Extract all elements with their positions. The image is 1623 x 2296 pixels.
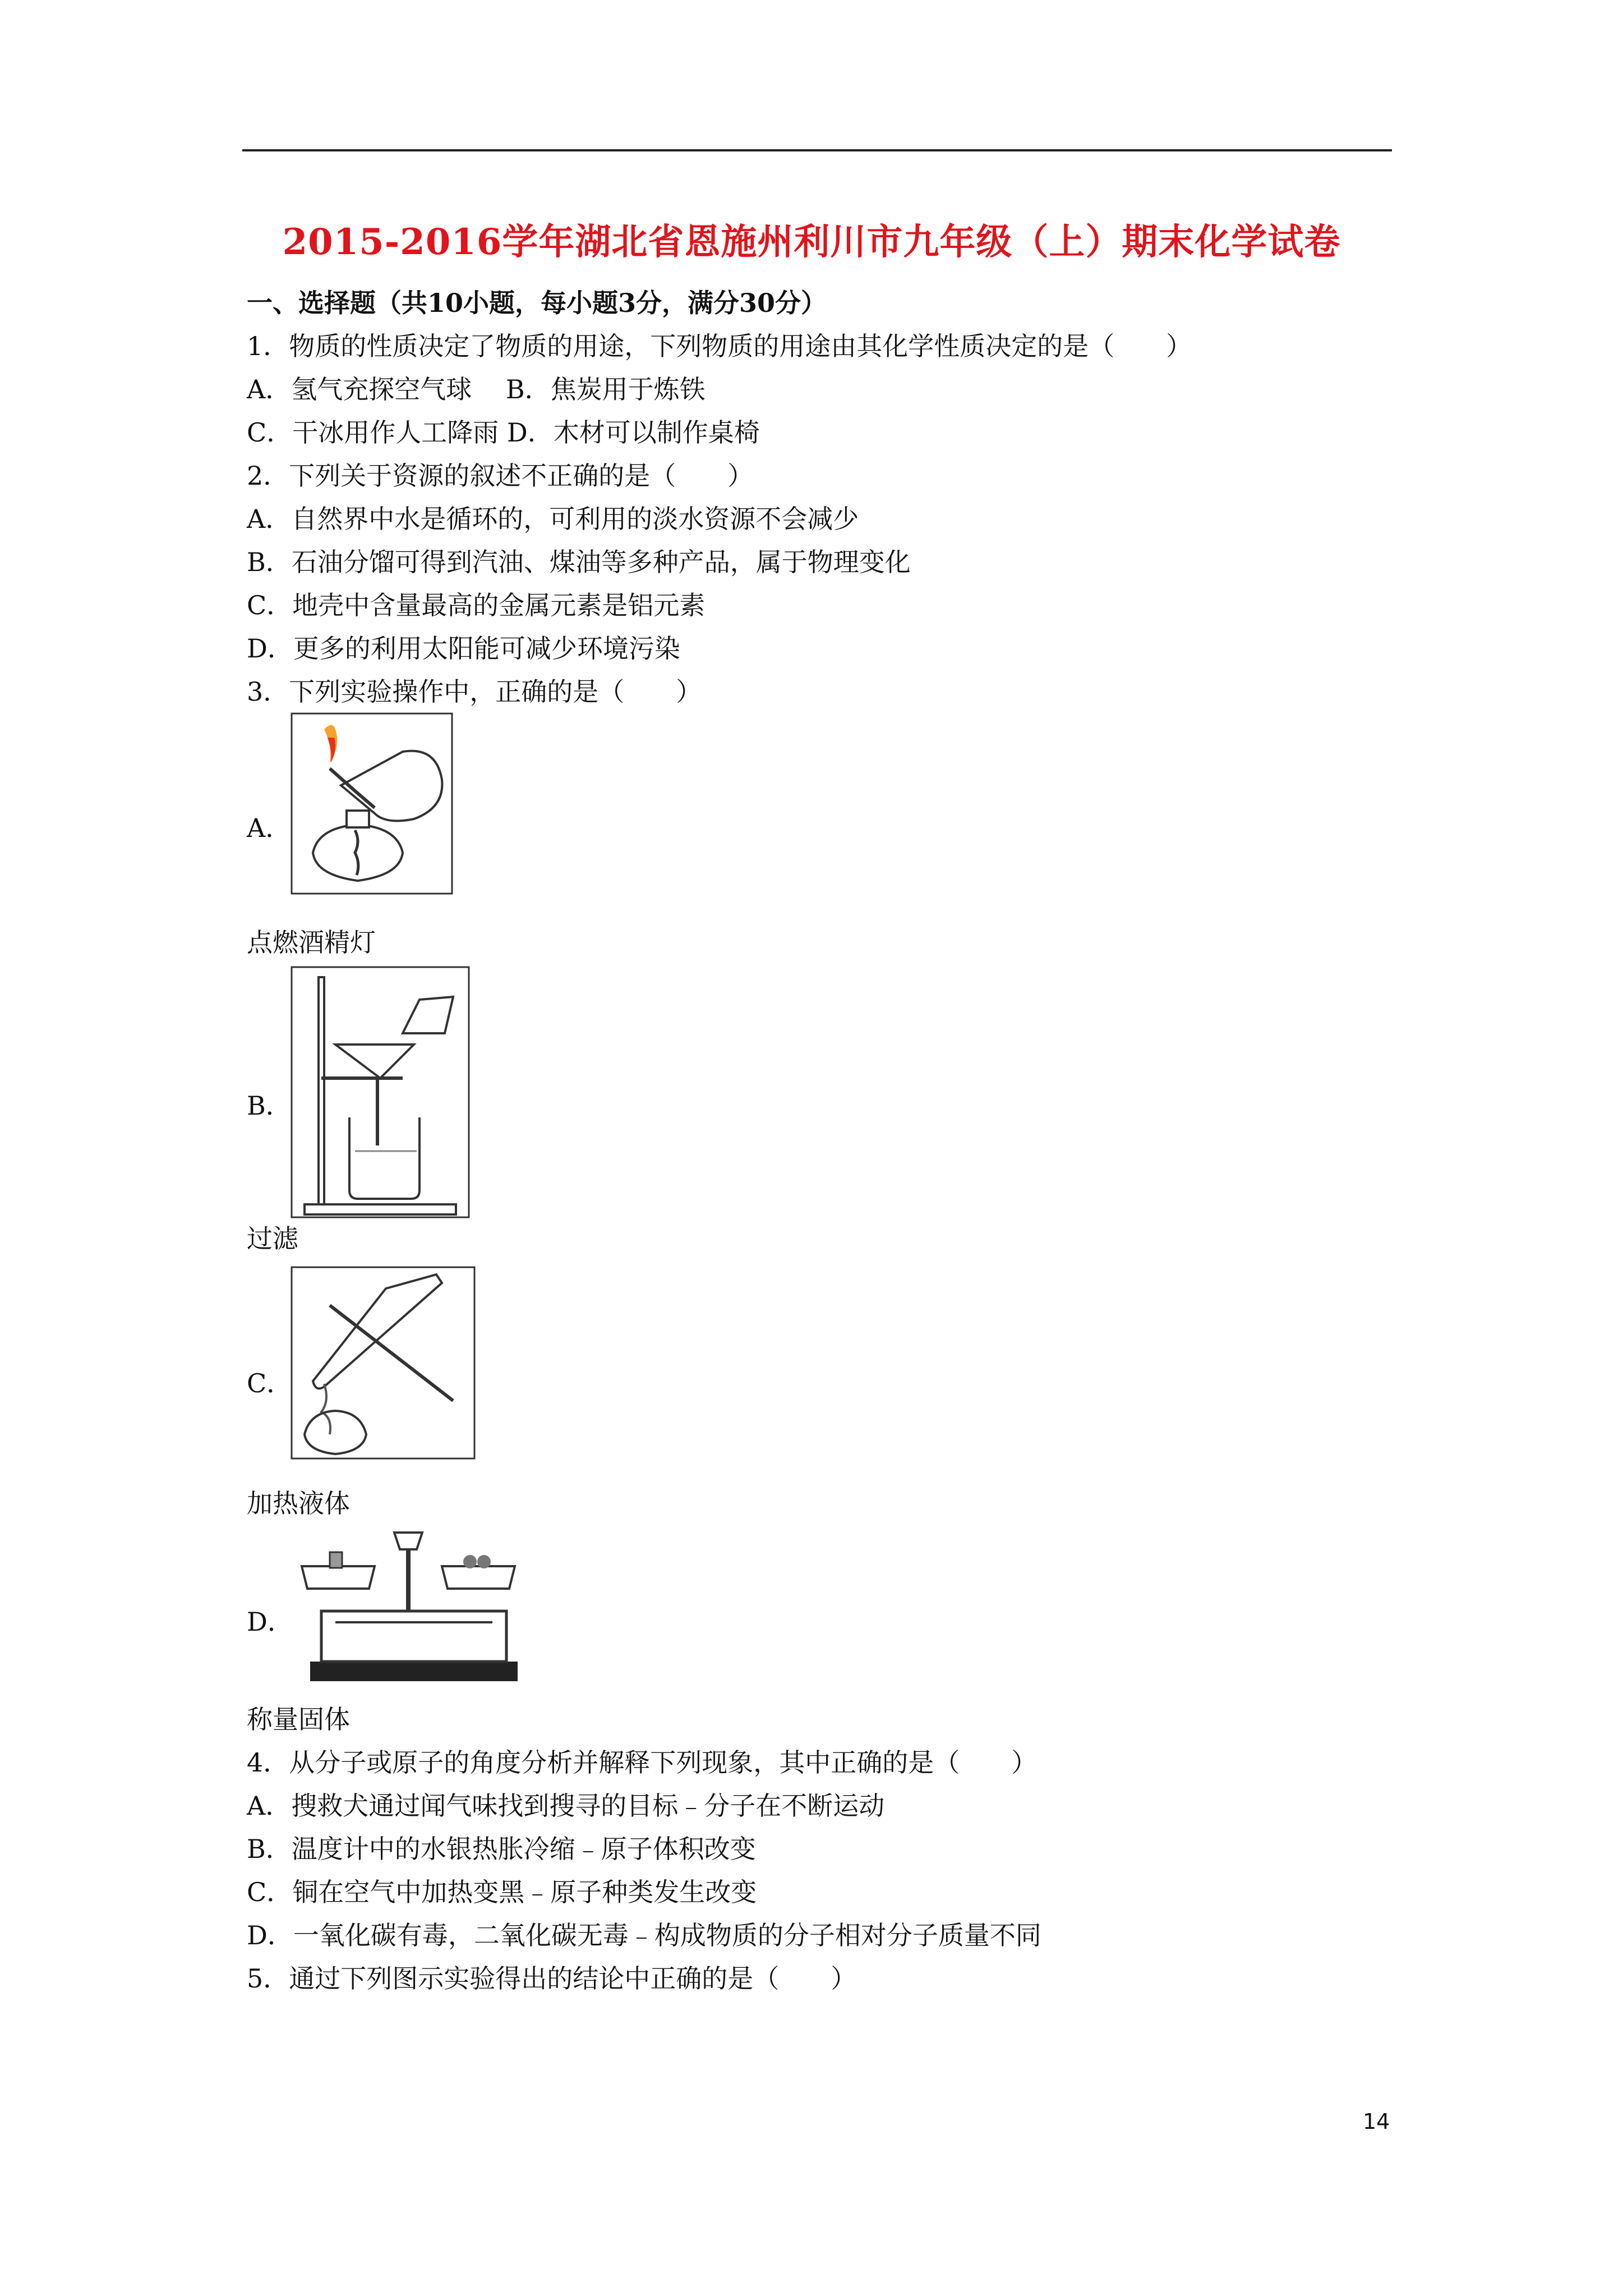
- question-2-option-c: C．地壳中含量最高的金属元素是铝元素: [247, 590, 706, 620]
- option-d-caption: 称量固体: [247, 1704, 350, 1734]
- question-2-option-b: B．石油分馏可得到汽油、煤油等多种产品，属于物理变化: [247, 547, 911, 577]
- question-2-option-a: A．自然界中水是循环的，可利用的淡水资源不会减少: [247, 504, 859, 534]
- lighting-alcohol-lamp-figure: [291, 712, 453, 895]
- section-heading: 一、选择题（共10小题，每小题3分，满分30分）: [247, 288, 827, 318]
- question-1-options-ab: A．氢气充探空气球 B．焦炭用于炼铁: [247, 374, 706, 404]
- question-4-stem: 4．从分子或原子的角度分析并解释下列现象，其中正确的是（ ）: [247, 1747, 1038, 1778]
- question-4-option-c: C．铜在空气中加热变黑﹣原子种类发生改变: [247, 1877, 757, 1907]
- option-a-caption: 点燃酒精灯: [247, 927, 376, 958]
- question-5-stem: 5．通过下列图示实验得出的结论中正确的是（ ）: [247, 1963, 857, 1994]
- heating-liquid-figure: [291, 1266, 476, 1460]
- question-4-option-a: A．搜救犬通过闻气味找到搜寻的目标﹣分子在不断运动: [247, 1791, 885, 1821]
- question-2-option-d: D．更多的利用太阳能可减少环境污染: [247, 633, 680, 664]
- question-3-stem: 3．下列实验操作中，正确的是（ ）: [247, 677, 702, 707]
- question-1-stem: 1．物质的性质决定了物质的用途，下列物质的用途由其化学性质决定的是（ ）: [247, 331, 1192, 361]
- question-4-option-d: D．一氧化碳有毒，二氧化碳无毒﹣构成物质的分子相对分子质量不同: [247, 1920, 1041, 1950]
- option-a-letter: A．: [247, 813, 292, 843]
- header-rule: [242, 149, 1392, 151]
- option-b-caption: 过滤: [247, 1223, 298, 1254]
- filtration-figure: [291, 966, 470, 1218]
- weighing-solid-figure: [291, 1527, 526, 1685]
- question-1-options-cd: C．干冰用作人工降雨 D．木材可以制作桌椅: [247, 417, 760, 448]
- question-2-stem: 2．下列关于资源的叙述不正确的是（ ）: [247, 461, 754, 491]
- page-title: 2015-2016学年湖北省恩施州利川市九年级（上）期末化学试卷: [282, 221, 1341, 263]
- question-4-option-b: B．温度计中的水银热胀冷缩﹣原子体积改变: [247, 1834, 756, 1864]
- option-c-letter: C．: [247, 1368, 293, 1398]
- page-number: 14: [1363, 2109, 1390, 2134]
- option-d-letter: D．: [247, 1607, 293, 1637]
- option-b-letter: B．: [247, 1091, 292, 1121]
- option-c-caption: 加热液体: [247, 1488, 350, 1519]
